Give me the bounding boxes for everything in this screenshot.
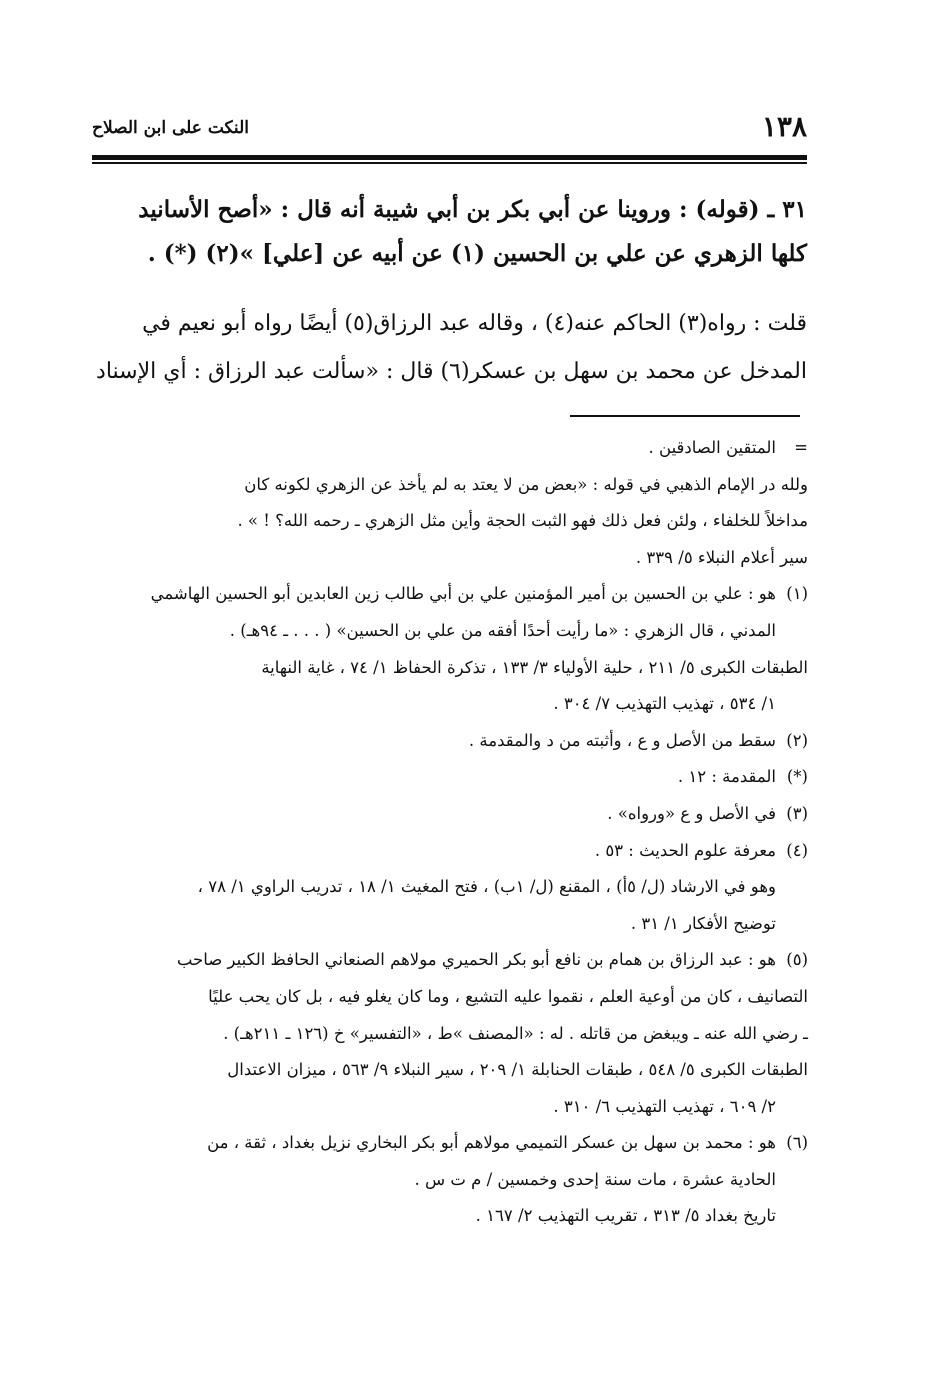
- entry-body-line-1: قلت : رواه(٣) الحاكم عنه(٤) ، وقاله عبد الرزاق(٥) أيضًا رواه أبو نعيم في: [142, 311, 807, 336]
- footnote-line: توضيح الأفكار ١/ ٣١ .: [630, 913, 776, 933]
- header-rule-thick: [92, 155, 807, 160]
- footnote-mark: (١): [786, 584, 808, 604]
- footnote-5: [90, 942, 808, 979]
- footnote-line: سقط من الأصل و ع ، وأثبته من د والمقدمة .: [468, 730, 776, 750]
- footnote-line: هو : عبد الرزاق بن همام بن نافع أبو بكر الحميري مولاهم الصنعاني الحافظ الكبير صاحب: [176, 950, 776, 970]
- footnote-line: ولله در الإمام الذهبي في قوله : «بعض من لا يعتد به لم يأخذ عن الزهري لكونه كان: [244, 474, 808, 494]
- footnote-line: سير أعلام النبلاء ٥/ ٣٣٩ .: [635, 547, 808, 567]
- footnote-mark: (٢): [786, 730, 808, 750]
- footnote-6: [90, 1125, 808, 1235]
- footnote-line: الطبقات الكبرى ٥/ ٢١١ ، حلية الأولياء ٣/ ١٣٣ ، تذكرة الحفاظ ١/ ٧٤ ، غاية النهاية: [261, 657, 808, 677]
- footnote-line: المدني ، قال الزهري : «ما رأيت أحدًا أفقه من علي بن الحسين» ( . . . ـ ٩٤هـ) .: [229, 620, 776, 640]
- entry-heading-line-2: كلها الزهري عن علي بن الحسين (١) عن أبيه عن [علي] »(٢) (*) .: [147, 240, 807, 267]
- footnote-mark: =: [794, 438, 808, 457]
- entry-heading-line-1: ٣١ ـ (قوله) : وروينا عن أبي بكر بن أبي شيبة أنه قال : «أصح الأسانيد: [138, 196, 807, 223]
- header-rule-thin: [92, 162, 807, 164]
- footnote-1: [90, 576, 808, 649]
- footnote-line: الطبقات الكبرى ٥/ ٥٤٨ ، طبقات الحنابلة ١/ ٢٠٩ ، سير النبلاء ٩/ ٥٦٣ ، ميزان الاعتدال: [227, 1060, 808, 1080]
- footnote-line: ١/ ٥٣٤ ، تهذيب التهذيب ٧/ ٣٠٤ .: [553, 694, 776, 714]
- footnote-separator: [570, 415, 800, 417]
- footnote-line: المتقين الصادقين .: [648, 438, 776, 457]
- entry-heading: [92, 188, 807, 276]
- footnote-line: في الأصل و ع «ورواه» .: [607, 803, 776, 823]
- page-number: ١٣٨: [761, 110, 807, 143]
- footnote-4: [90, 833, 808, 943]
- footnote-star: [90, 759, 808, 796]
- footnote-mark: (٦): [786, 1133, 808, 1153]
- footnote-2: [90, 723, 808, 760]
- footnote-line: المقدمة : ١٢ .: [677, 767, 776, 787]
- footnote-continuation: [90, 430, 808, 467]
- footnote-line: الحادية عشرة ، مات سنة إحدى وخمسين / م ت س .: [414, 1169, 776, 1189]
- footnote-line: هو : محمد بن سهل بن عسكر التميمي مولاهم أبو بكر البخاري نزيل بغداد ، ثقة ، من: [207, 1133, 776, 1153]
- footnote-line: ٢/ ٦٠٩ ، تهذيب التهذيب ٦/ ٣١٠ .: [553, 1096, 776, 1116]
- entry-body-line-2: المدخل عن محمد بن سهل بن عسكر(٦) قال : «سألت عبد الرزاق : أي الإسناد: [96, 359, 807, 384]
- entry-body: [92, 300, 807, 396]
- footnote-line: التصانيف ، كان من أوعية العلم ، نقموا عليه التشيع ، وما كان يغلو فيه ، بل كان يحب عليًا: [208, 986, 808, 1006]
- footnote-line: تاريخ بغداد ٥/ ٣١٣ ، تقريب التهذيب ٢/ ١٦٧ .: [475, 1206, 776, 1226]
- footnote-3: [90, 796, 808, 833]
- footnote-mark: (٥): [786, 950, 808, 970]
- running-title: النكت على ابن الصلاح: [92, 118, 249, 138]
- footnote-line: مداخلاً للخلفاء ، ولئن فعل ذلك فهو الثبت الحجة وأين مثل الزهري ـ رحمه الله؟ ! » .: [237, 511, 808, 531]
- footnote-mark: (٣): [786, 803, 808, 823]
- footnote-line: ـ رضي الله عنه ـ ويبغض من قاتله . له : «المصنف »ط ، «التفسير» خ (١٢٦ ـ ٢١١هـ) .: [223, 1023, 808, 1043]
- footnote-line: وهو في الارشاد (ل/ ٥أ) ، المقنع (ل/ ١ب) ، فتح المغيث ١/ ١٨ ، تدريب الراوي ١/ ٧٨ ،: [197, 877, 776, 897]
- footnote-line: معرفة علوم الحديث : ٥٣ .: [594, 840, 776, 860]
- footnote-line: هو : علي بن الحسين بن أمير المؤمنين علي بن أبي طالب زين العابدين أبو الحسين الهاشمي: [150, 584, 776, 604]
- footnote-mark: (*): [786, 767, 808, 787]
- footnotes: [90, 430, 808, 1235]
- footnote-mark: (٤): [786, 840, 808, 860]
- page-header: [92, 110, 807, 150]
